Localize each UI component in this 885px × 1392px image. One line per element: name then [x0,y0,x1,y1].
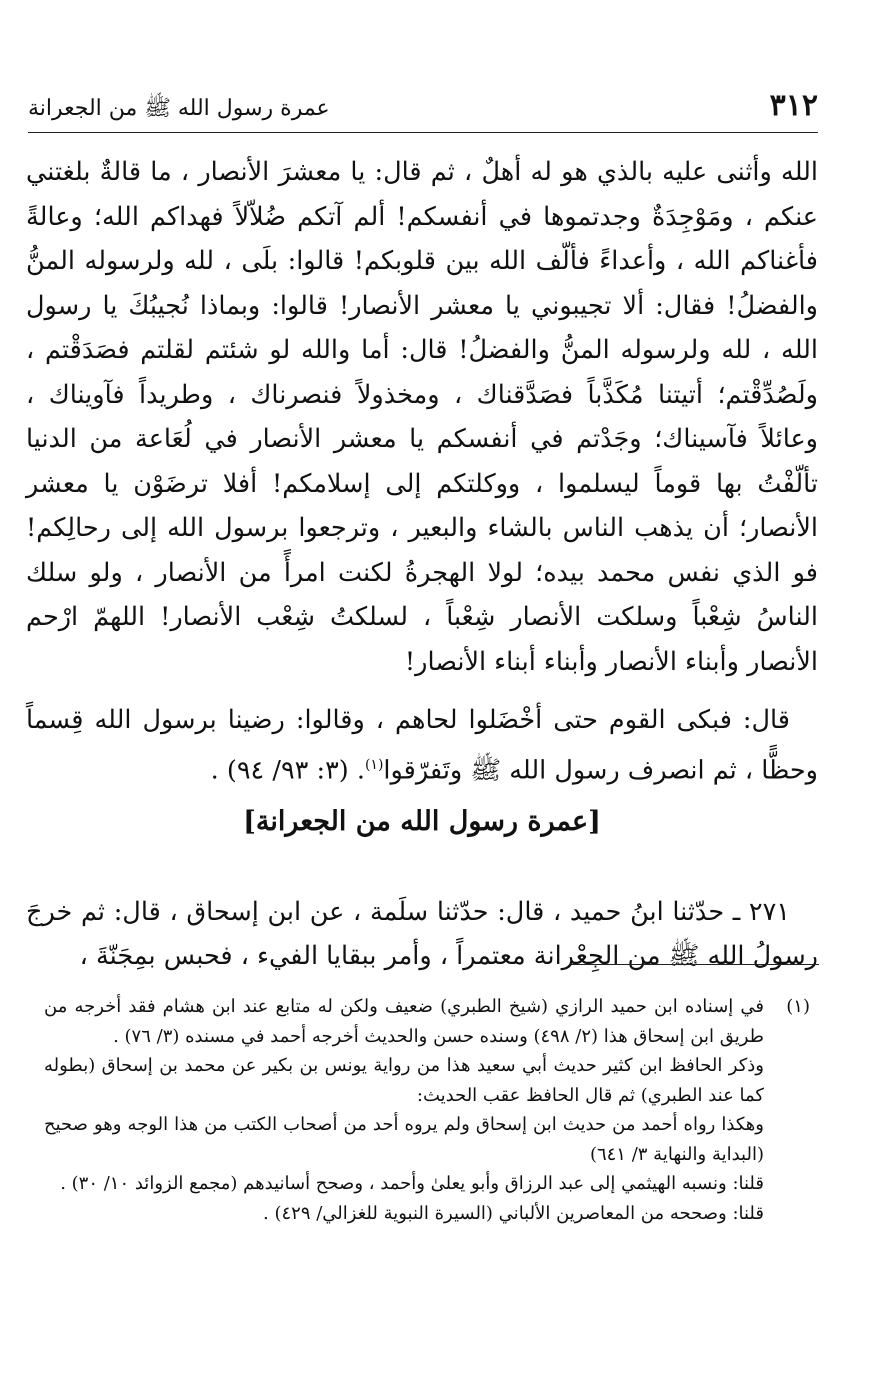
page-number: ٣١٢ [769,88,818,123]
section-heading: [عمرة رسول الله من الجعرانة] [243,806,601,837]
footnote-divider [569,964,819,965]
main-text [26,150,818,793]
footnote-line: في إسناده ابن حميد الرازي (شيخ الطبري) ضعيف ولكن له متابع عند ابن هشام فقد أخرجه من طريق ابن إسحاق هذا (٢/ ٤٩٨) وسنده حسن والحديث أخرجه أحمد في مسنده (٣/ ٧٦) . [44,996,764,1047]
footnote-number: (١) [786,996,810,1017]
paragraph: الله وأثنى عليه بالذي هو له أهلٌ ، ثم قال: يا معشرَ الأنصار ، ما قالةٌ بلغتني عنكم ، ومَوْجِدَةٌ وجدتموها في أنفسكم! ألم آتكم ضُلاّلاً فهداكم الله؛ وعالةً فأغناكم الله ، وأعداءً فألّف الله بين قلوبكم! قالوا: بلَى ، لله ولرسوله المنُّ والفضلُ! فقال: ألا تجيبوني يا معشر الأنصار! قالوا: وبماذا نُجيبُكَ يا رسول الله ، لله ولرسوله المنُّ والفضلُ! قال: أما والله لو شئتم لقلتم فصَدَقْتم ، ولَصُدِّقْتم؛ أتيتنا مُكَذَّباً فصَدَّقناك ، ومخذولاً فنصرناك ، وطريداً فآويناك ، وعائلاً فآسيناك؛ وجَدْتم في أنفسكم يا معشر الأنصار في لُعَاعة من الدنيا تألّفْتُ بها قوماً ليسلموا ، ووكلتكم إلى إسلامكم! أفلا ترضَوْن يا معشر الأنصار؛ أن يذهب الناس بالشاء والبعير ، وترجعوا برسول الله إلى رحالِكم! فو الذي نفس محمد بيده؛ لولا الهجرةُ لكنت امرأً من الأنصار ، ولو سلك الناسُ شِعْباً وسلكت الأنصار شِعْباً ، لسلكتُ شِعْب الأنصار! اللهمّ ارْحم الأنصار وأبناء الأنصار وأبناء أبناء الأنصار! [26,157,819,677]
footnote-body [44,992,764,1228]
citation: . (٣: ٩٣/ ٩٤) . [210,755,365,785]
paragraph [26,698,818,793]
footnote-line: وذكر الحافظ ابن كثير حديث أبي سعيد هذا من رواية يونس بن بكير عن محمد بن إسحاق (بطوله كما عند الطبري) ثم قال الحافظ عقب الحديث: [44,1055,764,1106]
page-header [28,86,818,133]
footnote-line: قلنا: وصححه من المعاصرين الألباني (السيرة النبوية للغزالي/ ٤٢٩) . [263,1202,764,1224]
footnote-line: وهكذا رواه أحمد من حديث ابن إسحاق ولم يروه أحد من أصحاب الكتب من هذا الوجه وهو صحيح (البداية والنهاية ٣/ ٦٤١) [44,1114,764,1165]
footnote-line: قلنا: ونسبه الهيثمي إلى عبد الرزاق وأبو يعلىٰ وأحمد ، وصحح أسانيدهم (مجمع الزوائد ١٠/ ٣٠) . [60,1173,764,1194]
running-title: عمرة رسول الله ﷺ من الجعرانة [28,96,330,121]
hadith-paragraph: ٢٧١ ـ حدّثنا ابنُ حميد ، قال: حدّثنا سلَمة ، عن ابن إسحاق ، قال: ثم خرجَ رسولُ الله ﷺ من الجِعْرانة معتمراً ، وأمر ببقايا الفيء ، فحبس بمِجَنّةَ ، [26,896,818,971]
paragraph-text: قال: فبكى القوم حتى أخْضَلوا لحاهم ، وقالوا: رضينا برسول الله قِسماً وحظًّا ، ثم انصرف رسول الله ﷺ وتَفرّقوا [26,705,818,785]
footnote-ref: (١) [364,756,384,773]
footnotes [44,992,810,1228]
